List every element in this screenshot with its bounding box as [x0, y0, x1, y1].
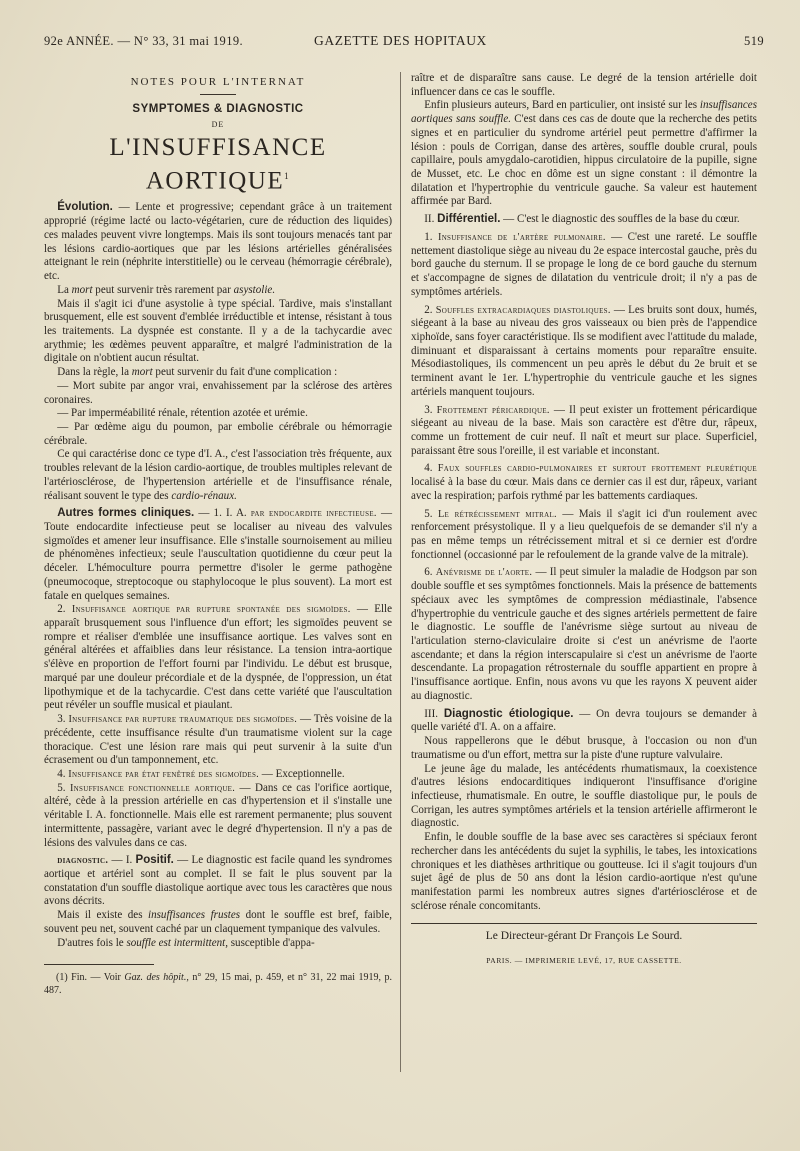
text: Ce qui caractérise donc ce type d'I. A., c'est l'association très fréquente, aux troubles relevant de la lésion cardio-aortique, de troubles multiples relevant de l'artériosclérose, de l'hypertension artérielle et de l'insuffisance rénale, réalisant souvent le type des — [44, 448, 392, 502]
paragraph-other-forms — [44, 507, 392, 603]
italic: asystolie. — [233, 283, 276, 296]
kicker-rule — [200, 94, 236, 95]
paragraph — [411, 508, 757, 563]
paragraph — [44, 366, 392, 380]
paragraph-diagnostic — [44, 854, 392, 909]
text: — C'est une rareté. Le souffle nettement diastolique siège au niveau du 2e espace intercostal gauche, près du bord gauche du sternum. Il se propage le long de ce bord gauche du sternum et s'accompagne de signes de dilatation du ventricule droit; il n'y a pas de symptômes artériels. — [411, 230, 757, 298]
paragraph: — Mort subite par angor vrai, envahissement par la sclérose des artères coronaires. — [44, 379, 392, 406]
text: C'est dans ces cas de doute que la recherche des petits signes et en particulier du syndrome artériel peut permettre d'affirmer la lésion : pouls de Corrigan, danse des artères, souffle double crural, pouls capillaire, pouls amygdalo-carotidien, hippus circulatoire de la pupille, signe de Musset, etc. Le choc en dôme est un signe constant : il démontre la dilatation et l'hypertrophie du ventricule gauche. Sa valeur est hautement affirmée par Bard. — [411, 113, 757, 208]
paragraph — [44, 937, 392, 951]
italic: insuffisances frustes — [148, 909, 241, 922]
paragraph — [44, 448, 392, 503]
footnote — [44, 971, 392, 997]
run-in-other-forms: Autres formes cliniques. — [57, 507, 195, 520]
text: — Toute endocardite infectieuse peut se localiser au niveau des valvules sigmoïdes et amener leur insuffisance. Elle s'installe sournoisement au milieu de phénomènes infectieux; seule l'auscultation quotidienne du cœur peut la déceler. L'hémoculture pourra permettre d'isoler le germe pathogène (pneumocoque, streptocoque ou staphylocoque le plus souvent). La mort est fatale en quelques semaines. — [44, 507, 392, 602]
italic: cardio-rénaux. — [171, 489, 237, 502]
text: dont le souffle est bref, faible, souvent peu net, souvent caché par un claquement tympanique des valvules. — [44, 909, 392, 935]
text: III. — [424, 707, 444, 720]
text: (1) Fin. — Voir — [56, 972, 125, 984]
paragraph — [44, 713, 392, 768]
text: — Mais il s'agit ici d'un roulement avec renforcement présystolique. Il y a lieu quelquefois de se demander s'il n'y a pas en même temps un rétrécissement mitral et si ce dernier est d'ordre fonctionnel (occasionné par le refoulement de la grande valve de la mitrale). — [411, 507, 757, 561]
small-caps: Insuffisance par rupture traumatique des sigmoïdes. — [68, 714, 298, 726]
small-caps: Insuffisance de l'artère pulmonaire. — [437, 231, 606, 243]
text: — 1. I. A. — [194, 507, 251, 520]
paragraph — [44, 782, 392, 851]
text: peut survenir très rarement par — [92, 283, 234, 296]
paragraph: — Par œdème aigu du poumon, par embolie cérébrale ou hémorragie cérébrale. — [44, 420, 392, 447]
paragraph — [411, 99, 757, 209]
paragraph — [411, 304, 757, 400]
paragraph — [411, 566, 757, 703]
text: — Elle apparaît brusquement sous l'influence d'un effort; les sigmoïdes peuvent se rompre et réaliser d'emblée une insuffisance aortique. Les valves sont en général altérées et affaiblies dans leur résistance. La tension intra-aortique s'élève en proportion de l'effort fourni par l'individu. Le début est brusque, marqué par une douleur précordiale et de la dyspnée, de l'oppression, un état lipothymique et de la tachycardie. C'est dans cette variété que l'auscultation peut révéler un souffle musical et piaulant. — [44, 603, 393, 712]
text: 2. — [57, 603, 72, 616]
footnote-rule — [44, 964, 154, 965]
text: localisé à la base du cœur. Mais dans ce dernier cas il est dur, râpeux, variant avec la respiration; parfois rythmé par les battements cardiaques. — [411, 476, 757, 502]
left-column — [44, 72, 401, 1072]
text: — I. — [108, 854, 136, 867]
paragraph: Mais il s'agit ici d'une asystolie à type spécial. Tardive, mais s'installant brusquement, elle est souvent d'emblée irréductible et intense, résistant à tous les traitements. La dyspnée est constante. Il y a de la tachycardie avec arythmie; les œdèmes peuvent apparaître, et malgré l'administration de la digitale on n'obtient aucun résultat. — [44, 297, 392, 365]
text: peut survenir du fait d'une complication : — [152, 366, 338, 379]
text: — Exceptionnelle. — [259, 767, 345, 780]
section-kicker: NOTES POUR L'INTERNAT — [130, 76, 306, 88]
text: 5. — [57, 781, 70, 794]
paragraph: Le jeune âge du malade, les antécédents rhumatismaux, la coexistence d'autres lésions endocarditiques indiqueront l'insuffisance d'origine infectieuse, rhumatismale. En outre, le souffle diastolique pur, le pouls de Corrigan, les autres symptômes artériels et la tension artérielle affirmeront le diagnostic. — [411, 762, 757, 830]
italic: mort — [131, 366, 153, 379]
signature: Le Directeur-gérant Dr François Le Sourd. — [485, 930, 683, 943]
text: 3. — [57, 713, 69, 726]
italic: souffle est intermittent, — [126, 936, 228, 949]
small-caps: Le rétrécissement mitral. — [437, 508, 557, 520]
text: — Il peut simuler la maladie de Hodgson par son double souffle et ses symptômes fonctionnels. Mais la présence de battements spéciaux avec les symptômes de compression médiastinale, l'absence d'hypertrophie du ventricule gauche et des signes artériels permettent de faire le diagnostic. Le souffle de l'anévrisme siège surtout au niveau de l'articulation sterno-claviculaire droite si c'est un anévrisme de l'aorte ascendante; et dans la région interscapulaire si c'est un anévrisme de l'aorte descendante. La propagation rétrosternale du souffle appartient en propre à l'insuffisance aortique. Enfin, nous avons vu que les rayons X peuvent aider au diagnostic. — [411, 566, 757, 702]
paragraph: raître et de disparaître sans cause. Le degré de la tension artérielle doit influencer dans ce cas le souffle. — [411, 72, 757, 98]
text: — Le diagnostic est facile quand les syndromes aortique et artériel sont au complet. Il se fait le plus souvent par la constatation d'un souffle diastolique aortique avec tous les caractères que nous avons décrits. — [44, 854, 392, 908]
run-in-differentiel: Différentiel. — [437, 213, 501, 226]
small-caps: Insuffisance aortique par rupture spontanée des sigmoïdes. — [71, 604, 351, 616]
paragraph — [411, 231, 757, 300]
small-caps: Frottement péricardique. — [436, 404, 550, 416]
italic: mort — [71, 283, 93, 296]
article-de: DE — [211, 120, 225, 130]
paragraph: Nous rappellerons que le début brusque, à l'occasion ou non d'un traumatisme ou d'un effort, mettra sur la piste d'une rupture valvulaire. — [411, 735, 757, 761]
text: D'autres fois le — [57, 936, 127, 949]
paragraph: — Par imperméabilité rénale, rétention azotée et urémie. — [57, 407, 308, 420]
right-column — [411, 72, 757, 968]
text: — Dans ce cas l'orifice aortique, altéré, cède à la pression artérielle en cas d'hypertension et il s'installe une véritable I. A. fonctionnelle. Mais elle est rarement permanente; plus souvent intermittente, passagère, variant avec le degré d'hypertension. Il n'y a pas de lésions des valvules dans ce cas. — [44, 781, 393, 849]
paragraph-etiologique — [411, 708, 757, 735]
text: 4. — [57, 767, 69, 780]
paragraph — [44, 768, 392, 782]
text: 3. — [424, 403, 437, 416]
italic: Gaz. des hôpit., — [124, 972, 189, 984]
paragraph — [44, 909, 392, 936]
small-caps: Insuffisance fonctionnelle aortique. — [69, 782, 236, 794]
text: 5. — [424, 507, 438, 520]
printer-imprint: PARIS. — IMPRIMERIE LEVÉ, 17, RUE CASSETTE. — [486, 956, 682, 966]
text: n° 29, 15 mai, p. 459, et n° 31, 22 mai 1919, p. 487. — [44, 972, 392, 997]
paragraph: Enfin, le double souffle de la base avec ses caractères si spéciaux feront rechercher dans les antécédents du sujet la syphilis, le tabes, les intoxications chroniques et les diathèses arthritique ou goutteuse. Ici il s'agit toujours d'un sujet âgé de plus de 50 ans dont la lésion cardio-aortique n'est qu'une manifestation parmi les nombreux autres signes d'artériosclérose et de sclérose rénale concomitants. — [411, 831, 757, 912]
text: Dans la règle, la — [57, 366, 132, 379]
article-title — [44, 134, 392, 195]
paragraph-evolution — [44, 201, 392, 283]
text: 2. — [424, 303, 436, 316]
text: — On devra toujours se demander à quelle variété d'I. A. on a affaire. — [411, 707, 758, 734]
paragraph — [44, 603, 392, 713]
paragraph — [411, 462, 757, 503]
text: Enfin plusieurs auteurs, Bard en particulier, ont insisté sur les — [424, 99, 700, 112]
paragraph-differentiel — [411, 213, 757, 227]
text: — Très voisine de la précédente, cette insuffisance résulte d'un traumatisme violent sur la cage thoracique. C'est une lésion rare mais qui peut survenir à la suite d'un écrasement ou d'un tamponnement, etc. — [44, 713, 393, 767]
page-number: 519 — [744, 34, 764, 48]
text: — Lente et progressive; cependant grâce à un traitement approprié (régime lacté ou lacto-végétarien, cure de réduction des liquides) ces malades peuvent vivre longtemps. Mais ils sont toujours menacés tant par les lésions cardio-aortiques que par les lésions artérielles généralisées atteignant le rein (néphrite interstitielle) ou le cerveau (hémorragie cérébrale), etc. — [44, 201, 392, 283]
small-caps: Anévrisme de l'aorte. — [435, 567, 533, 579]
issue-info: 92e ANNÉE. — N° 33, 31 mai 1919. — [44, 34, 244, 48]
text: — Les bruits sont doux, humés, siégeant à la base au niveau des gros vaisseaux ou bien près de l'appendice xiphoïde, sans foyer caractéristique. Ils se modifient avec l'attitude du malade, diminuant et disparaissant à certains moments pour reparaître ensuite. Mésodiastoliques, ils commencent un peu après le début du 2e bruit et se terminent avant le 1er. L'hypertrophie du ventricule gauche et les signes artériels manquent toujours. — [411, 303, 758, 398]
paragraph — [44, 284, 392, 298]
text: 4. — [424, 462, 438, 475]
running-header — [44, 30, 764, 52]
small-caps: Insuffisance par état fenêtré des sigmoïdes. — [68, 768, 260, 780]
signature-rule — [411, 923, 757, 924]
run-in-positif: Positif. — [135, 854, 174, 867]
italic: insuffisances aortiques sans souffle. — [411, 99, 757, 126]
small-caps: par endocardite infectieuse. — [250, 508, 377, 520]
article-subtitle: SYMPTOMES & DIAGNOSTIC — [132, 102, 304, 115]
text: 1. — [424, 230, 438, 243]
text: — C'est le diagnostic des souffles de la base du cœur. — [500, 213, 740, 226]
text: — Il peut exister un frottement péricardique siégeant au niveau de la base. Mais son caractère est d'être dur, râpeux, comme un frottement de cuir neuf. Il naît et meurt sur place. Superficiel, paraissant être sous l'oreille, il est variable et inconstant. — [411, 403, 758, 457]
journal-title: GAZETTE DES HOPITAUX — [314, 33, 487, 48]
text: 6. — [424, 566, 436, 579]
article-title-text: L'INSUFFISANCE AORTIQUE — [109, 134, 327, 195]
run-in-evolution: Évolution. — [57, 201, 113, 214]
text: susceptible d'appa- — [228, 936, 315, 949]
text: Mais il existe des — [57, 909, 149, 922]
paragraph — [411, 404, 757, 459]
text: La — [57, 283, 72, 296]
title-footnote-marker: 1 — [284, 171, 291, 182]
text: II. — [424, 213, 438, 226]
run-in-etiologique: Diagnostic étiologique. — [443, 707, 574, 720]
small-caps: diagnostic. — [57, 855, 109, 867]
small-caps: Souffles extracardiaques diastoliques. — [435, 304, 611, 316]
small-caps: Faux souffles cardio-pulmonaires et surtout frottement pleurétique — [437, 463, 757, 475]
